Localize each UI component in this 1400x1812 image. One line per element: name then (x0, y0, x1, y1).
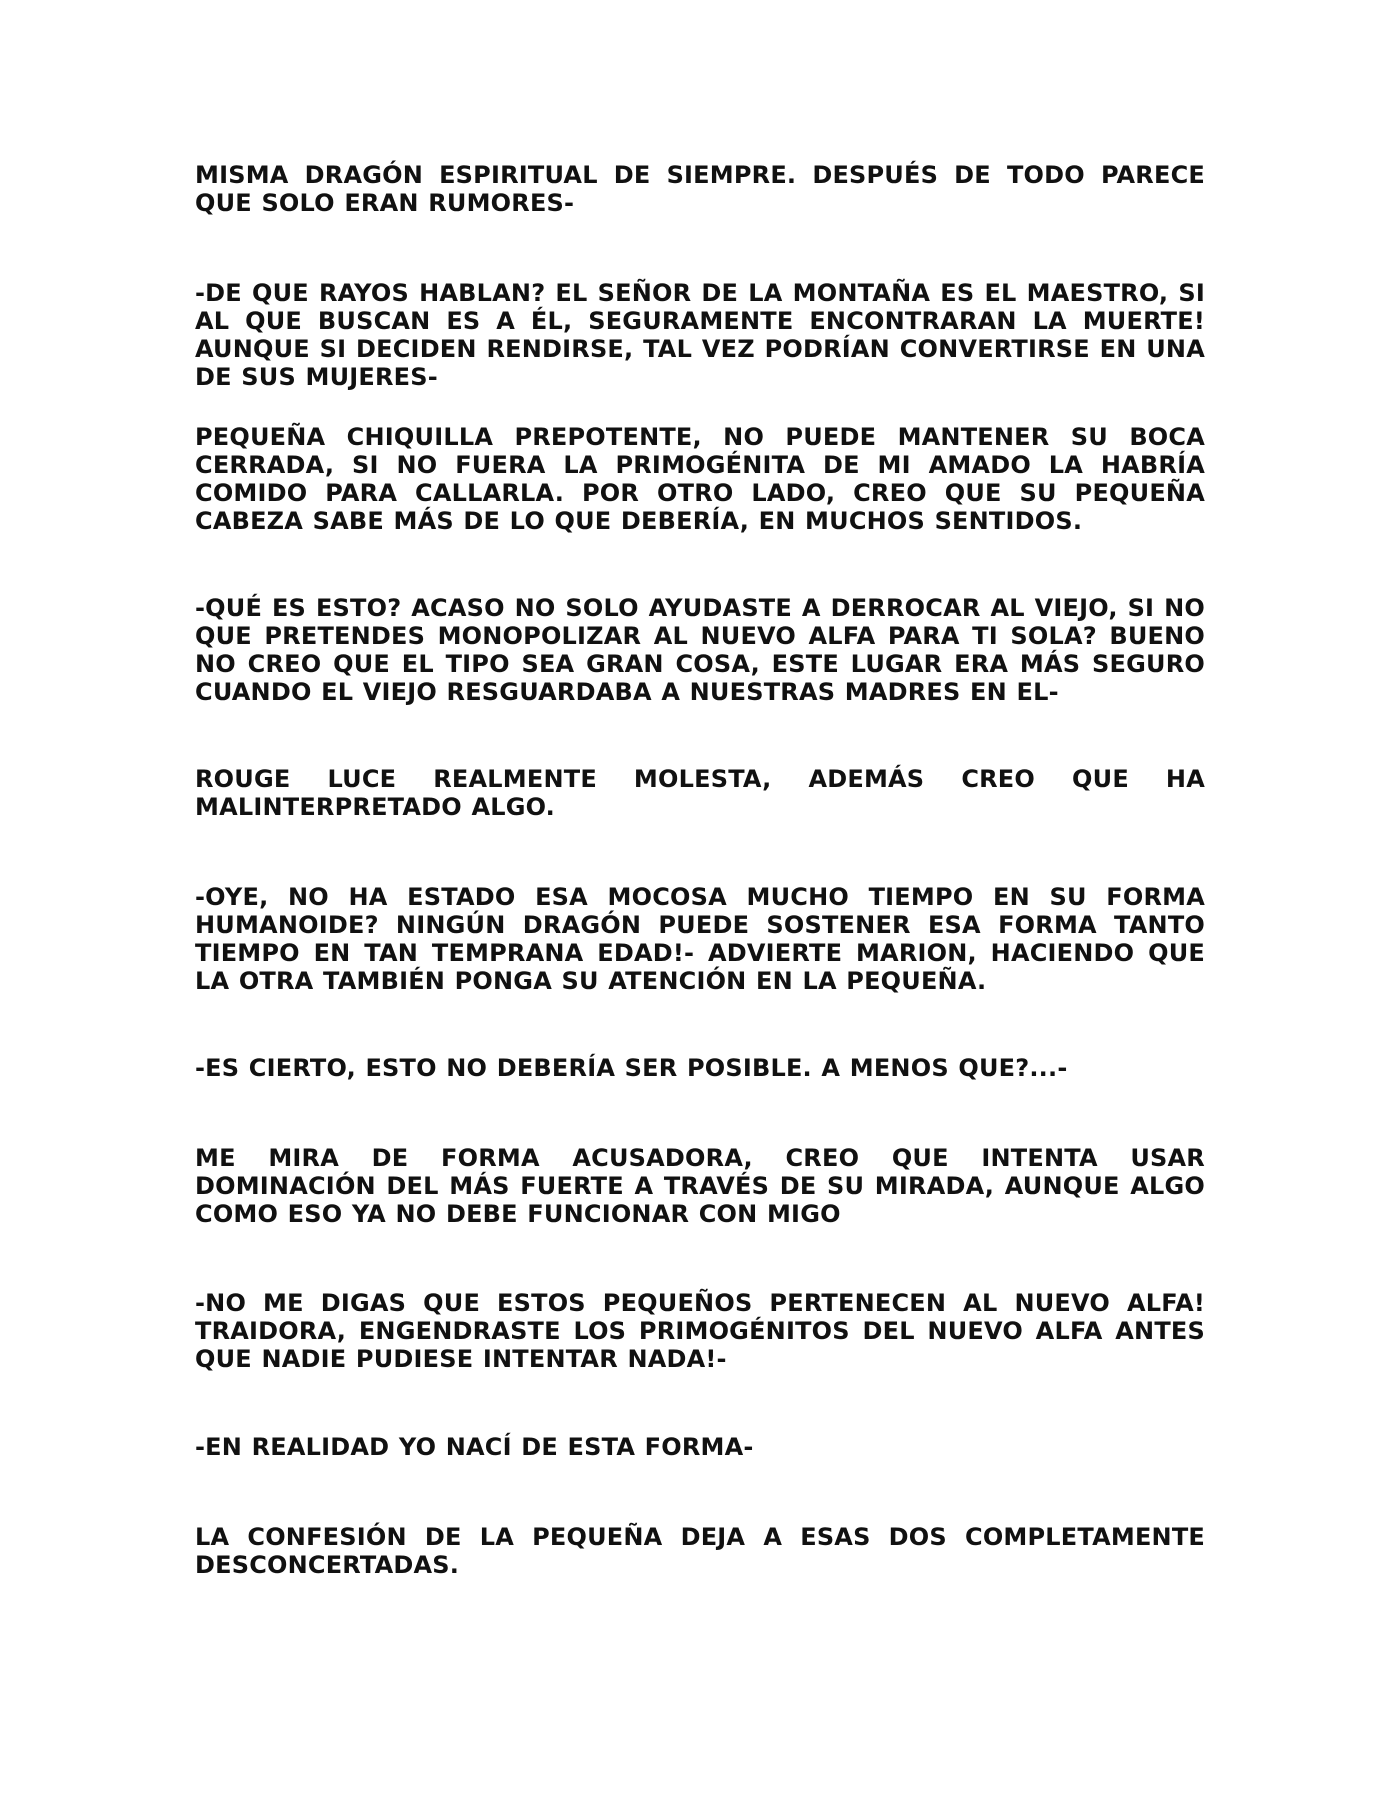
paragraph-4: -QUÉ ES ESTO? ACASO NO SOLO AYUDASTE A DERROCAR AL VIEJO, SI NO QUE PRETENDES MONOPOLIZAR AL NUEVO ALFA PARA TI SOLA? BUENO NO CREO QUE EL TIPO SEA GRAN COSA, ESTE LUGAR ERA MÁS SEGURO CUANDO EL VIEJO RESGUARDABA A NUESTRAS MADRES EN EL- (195, 594, 1205, 706)
paragraph-10: -EN REALIDAD YO NACÍ DE ESTA FORMA- (195, 1433, 754, 1461)
paragraph-11: LA CONFESIÓN DE LA PEQUEÑA DEJA A ESAS DOS COMPLETAMENTE DESCONCERTADAS. (195, 1523, 1205, 1579)
paragraph-5: ROUGE LUCE REALMENTE MOLESTA, ADEMÁS CREO QUE HA MALINTERPRETADO ALGO. (195, 765, 1205, 821)
paragraph-1: MISMA DRAGÓN ESPIRITUAL DE SIEMPRE. DESPUÉS DE TODO PARECE QUE SOLO ERAN RUMORES- (195, 161, 1205, 217)
paragraph-8: ME MIRA DE FORMA ACUSADORA, CREO QUE INTENTA USAR DOMINACIÓN DEL MÁS FUERTE A TRAVÉS DE SU MIRADA, AUNQUE ALGO COMO ESO YA NO DEBE FUNCIONAR CON MIGO (195, 1144, 1205, 1228)
paragraph-3: PEQUEÑA CHIQUILLA PREPOTENTE, NO PUEDE MANTENER SU BOCA CERRADA, SI NO FUERA LA PRIMOGÉNITA DE MI AMADO LA HABRÍA COMIDO PARA CALLARLA. POR OTRO LADO, CREO QUE SU PEQUEÑA CABEZA SABE MÁS DE LO QUE DEBERÍA, EN MUCHOS SENTIDOS. (195, 423, 1205, 535)
paragraph-2: -DE QUE RAYOS HABLAN? EL SEÑOR DE LA MONTAÑA ES EL MAESTRO, SI AL QUE BUSCAN ES A ÉL, SEGURAMENTE ENCONTRARAN LA MUERTE! AUNQUE SI DECIDEN RENDIRSE, TAL VEZ PODRÍAN CONVERTIRSE EN UNA DE SUS MUJERES- (195, 279, 1205, 391)
paragraph-7: -ES CIERTO, ESTO NO DEBERÍA SER POSIBLE. A MENOS QUE?...- (195, 1054, 1068, 1082)
paragraph-6: -OYE, NO HA ESTADO ESA MOCOSA MUCHO TIEMPO EN SU FORMA HUMANOIDE? NINGÚN DRAGÓN PUEDE SOSTENER ESA FORMA TANTO TIEMPO EN TAN TEMPRANA EDAD!- ADVIERTE MARION, HACIENDO QUE LA OTRA TAMBIÉN PONGA SU ATENCIÓN EN LA PEQUEÑA. (195, 883, 1205, 995)
paragraph-9: -NO ME DIGAS QUE ESTOS PEQUEÑOS PERTENECEN AL NUEVO ALFA! TRAIDORA, ENGENDRASTE LOS PRIMOGÉNITOS DEL NUEVO ALFA ANTES QUE NADIE PUDIESE INTENTAR NADA!- (195, 1289, 1205, 1373)
